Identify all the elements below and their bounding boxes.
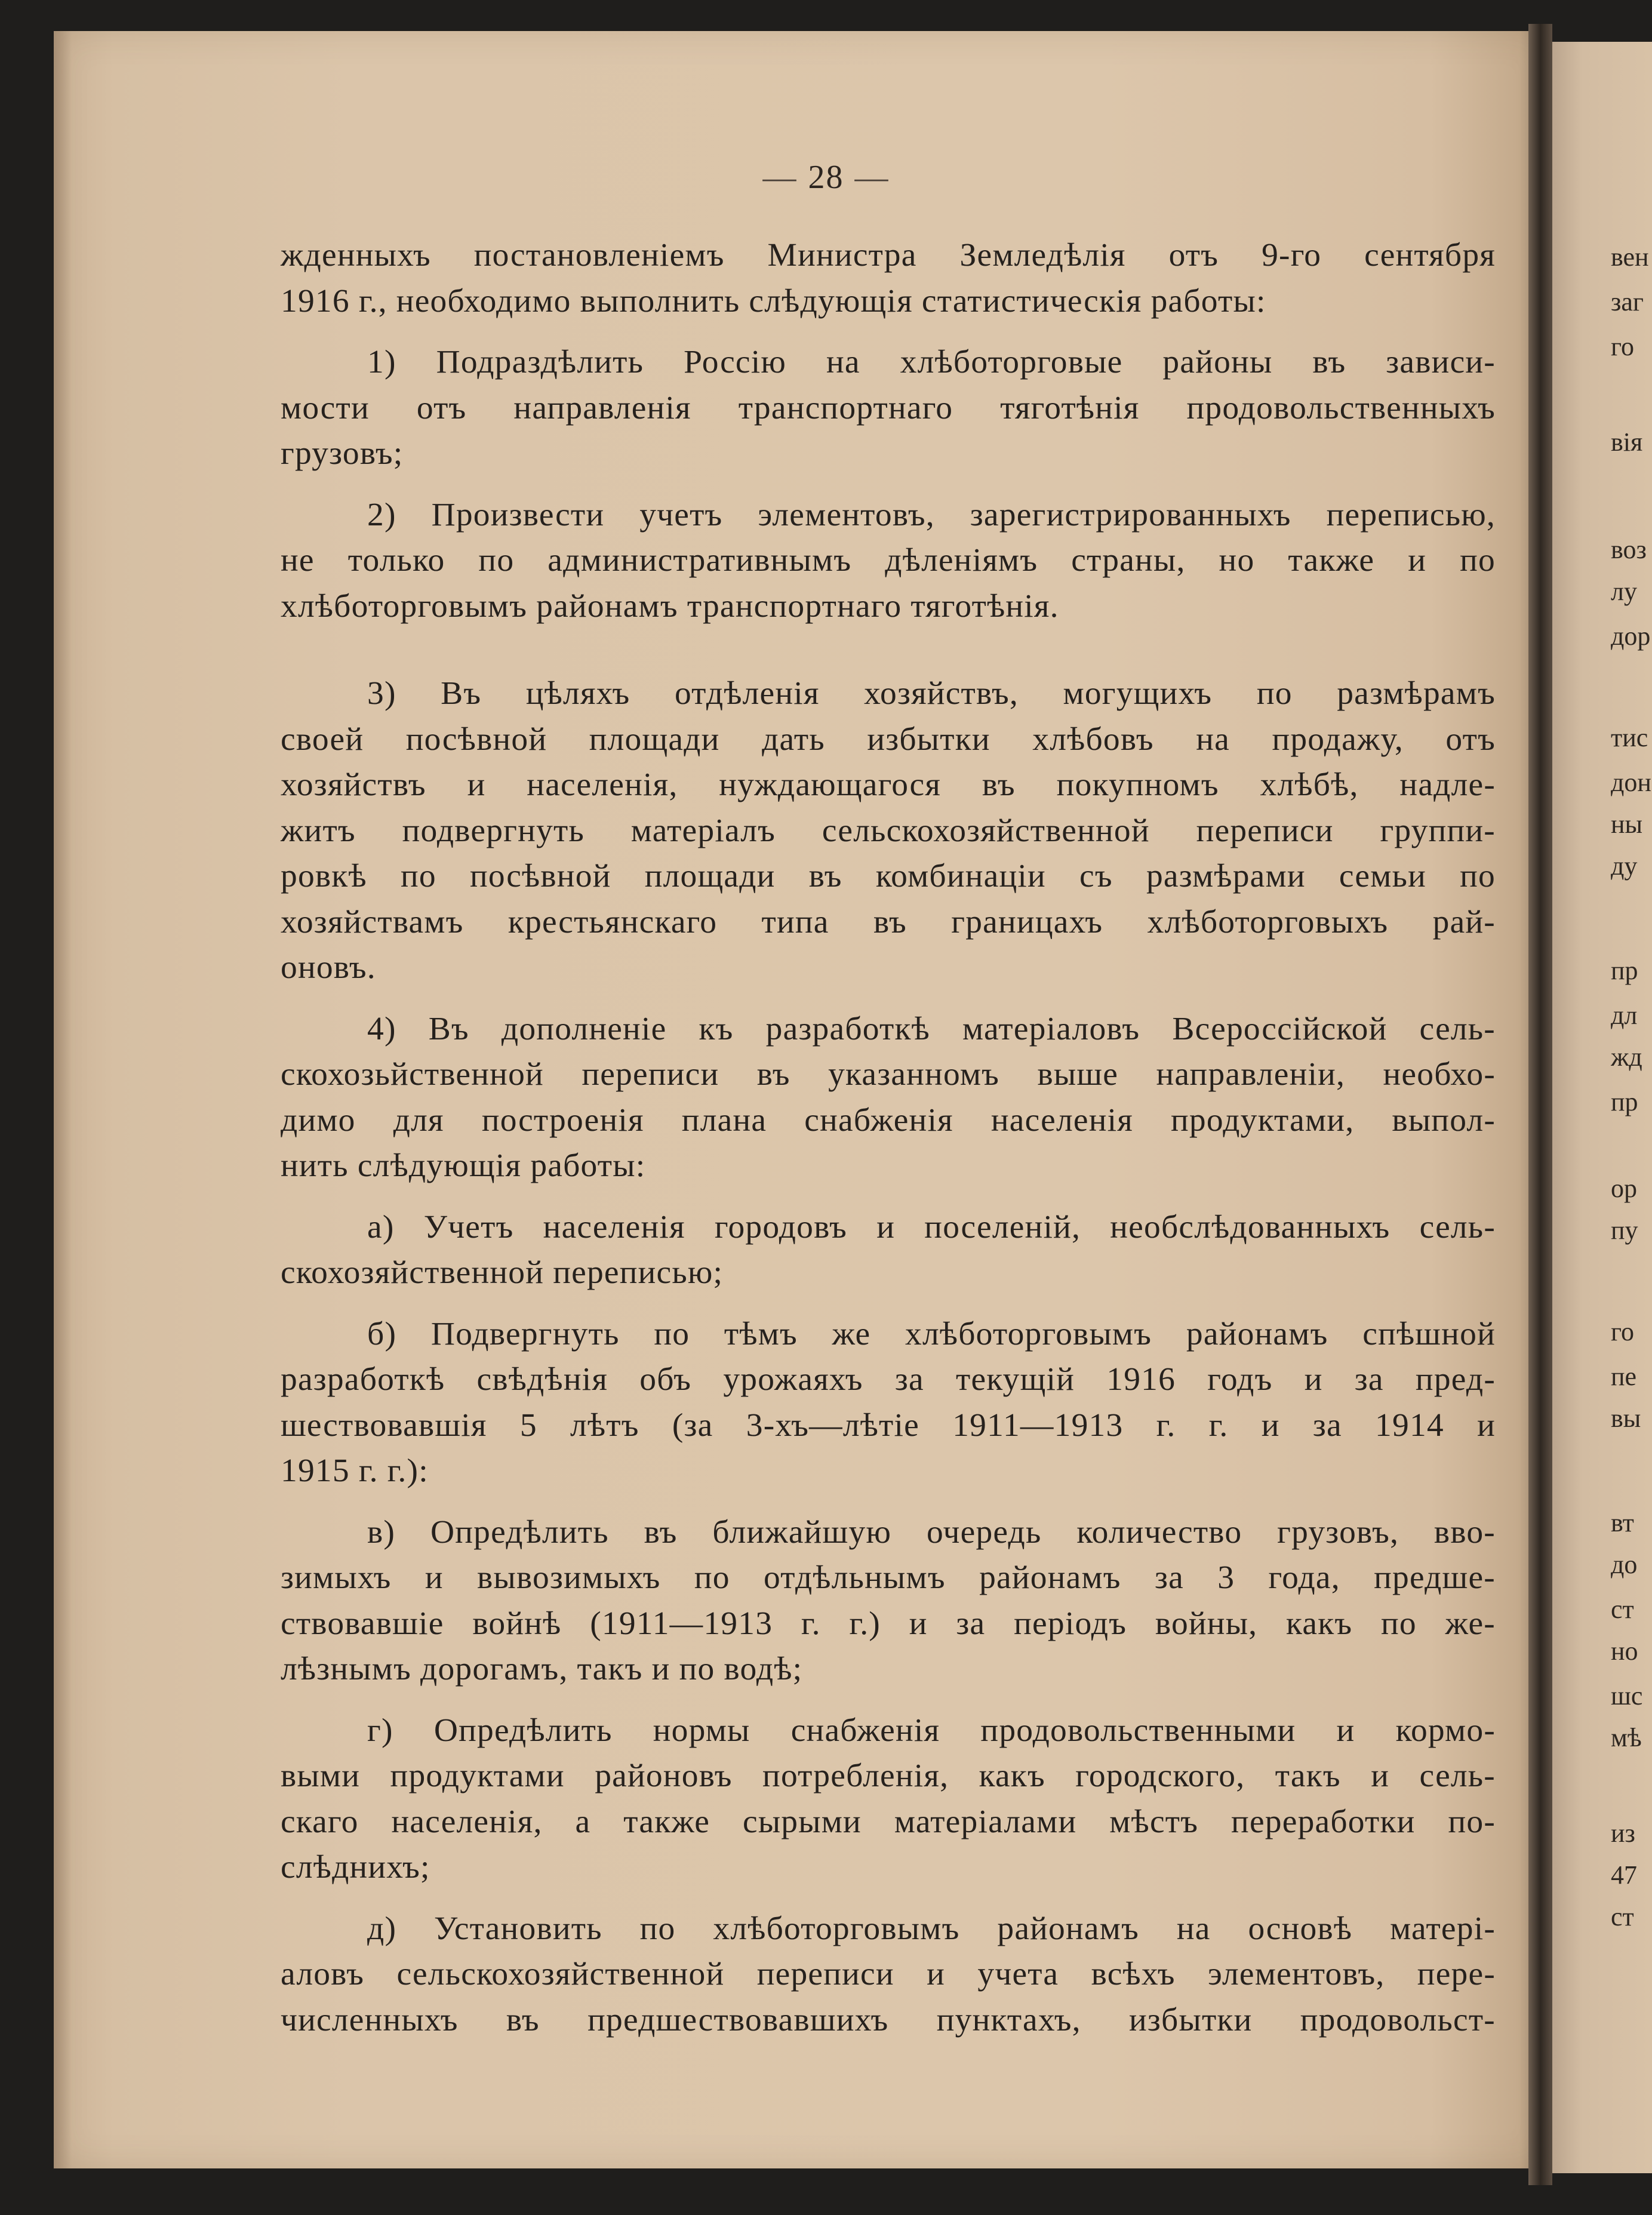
fragment: воз: [1611, 535, 1647, 564]
text-line: а) Учетъ населенія городовъ и поселеній, необслѣдованныхъ сель-: [367, 1208, 1496, 1245]
text-line: скохозяйственной переписью;: [281, 1254, 724, 1291]
text-line: оновъ.: [281, 949, 376, 986]
book-gutter: [1528, 24, 1552, 2185]
fragment: но: [1611, 1636, 1638, 1666]
fragment: ст: [1611, 1902, 1634, 1931]
text-line: димо для построенія плана снабженія населенія продуктами, выпол-: [281, 1102, 1496, 1139]
fragment: вія: [1611, 427, 1643, 457]
fragment: заг: [1611, 287, 1644, 316]
fragment: ны: [1611, 810, 1643, 839]
fragment: ст: [1611, 1595, 1634, 1624]
text-line: разработкѣ свѣдѣнія объ урожаяхъ за текущій 1916 годъ и за пред-: [281, 1361, 1496, 1398]
text-line: скаго населенія, а также сырыми матеріалами мѣстъ переработки по-: [281, 1803, 1496, 1840]
text-line: в) Опредѣлить въ ближайшую очередь количество грузовъ, вво-: [367, 1513, 1496, 1550]
text-line: г) Опредѣлить нормы снабженія продовольственными и кормо-: [367, 1712, 1496, 1749]
text-line: зимыхъ и вывозимыхъ по отдѣльнымъ районамъ за 3 года, предше-: [281, 1559, 1496, 1596]
page-edge-shadow: [54, 31, 72, 2168]
next-page-text-fragments: [1611, 0, 1652, 2215]
fragment: из: [1611, 1819, 1635, 1848]
fragment: жд: [1611, 1042, 1642, 1072]
page-body-text: [281, 233, 1496, 2043]
text-line: д) Установить по хлѣботорговымъ районамъ на основѣ матері-: [367, 1910, 1496, 1947]
text-line: 1) Подраздѣлить Россію на хлѣботорговые районы въ зависи-: [367, 344, 1496, 380]
text-line: не только по административнымъ дѣленіямъ страны, но также и по: [281, 542, 1496, 579]
text-line: грузовъ;: [281, 435, 404, 472]
text-line: численныхъ въ предшествовавшихъ пунктахъ, избытки продовольст-: [281, 2001, 1496, 2038]
fragment: лу: [1611, 577, 1637, 606]
fragment: вы: [1611, 1404, 1641, 1433]
text-line: 3) Въ цѣляхъ отдѣленія хозяйствъ, могущихъ по размѣрамъ: [367, 675, 1496, 712]
fragment: пр: [1611, 956, 1638, 985]
text-line: нить слѣдующія работы:: [281, 1148, 646, 1184]
text-line: житъ подвергнуть матеріалъ сельскохозяйственной переписи группи-: [281, 812, 1496, 849]
text-line: шествовавшія 5 лѣтъ (за 3-хъ—лѣтіе 1911—1913 г. г. и за 1914 и: [281, 1407, 1496, 1444]
text-line: скохозьйственной переписи въ указанномъ выше направленіи, необхо-: [281, 1056, 1496, 1093]
fragment: до: [1611, 1550, 1638, 1579]
page-number-dash-left: —: [762, 159, 798, 196]
fragment: 47: [1611, 1860, 1637, 1890]
fragment: дон: [1611, 768, 1651, 797]
fragment: вт: [1611, 1508, 1634, 1537]
text-line: 4) Въ дополненіе къ разработкѣ матеріаловъ Всероссійской сель-: [367, 1010, 1496, 1047]
page-number-dash-right: —: [854, 159, 890, 196]
text-line: хлѣботорговымъ районамъ транспортнаго тяготѣнія.: [281, 587, 1059, 624]
fragment: го: [1611, 1317, 1634, 1346]
page-number: [0, 158, 1652, 196]
fragment: дл: [1611, 1001, 1638, 1030]
fragment: тис: [1611, 723, 1648, 752]
text-line: 2) Произвести учетъ элементовъ, зарегистрированныхъ переписью,: [367, 496, 1496, 533]
fragment: вен: [1611, 242, 1649, 272]
text-line: 1916 г., необходимо выполнить слѣдующія статистическія работы:: [281, 282, 1266, 319]
text-line: ствовавшіе войнѣ (1911—1913 г. г.) и за періодъ войны, какъ по же-: [281, 1605, 1496, 1642]
fragment: пр: [1611, 1087, 1638, 1116]
fragment: го: [1611, 332, 1634, 361]
page-number-value: 28: [808, 159, 844, 196]
fragment: мѣ: [1611, 1723, 1642, 1752]
text-line: выми продуктами районовъ потребленія, какъ городского, такъ и сель-: [281, 1758, 1496, 1794]
text-line: 1915 г. г.):: [281, 1453, 429, 1489]
text-line: хозяйствамъ крестьянскаго типа въ границахъ хлѣботорговыхъ рай-: [281, 903, 1496, 940]
text-line: мости отъ направленія транспортнаго тяготѣнія продовольственныхъ: [281, 389, 1496, 426]
fragment: ор: [1611, 1174, 1637, 1203]
text-line: ровкѣ по посѣвной площади въ комбинаціи съ размѣрами семьи по: [281, 858, 1496, 894]
fragment: дор: [1611, 622, 1651, 651]
fragment: пу: [1611, 1216, 1638, 1245]
fragment: шс: [1611, 1681, 1643, 1711]
text-line: хозяйствъ и населенія, нуждающагося въ покупномъ хлѣбѣ, надле-: [281, 767, 1496, 803]
text-line: жденныхъ постановленіемъ Министра Земледѣлія отъ 9-го сентября: [281, 237, 1496, 273]
text-line: лѣзнымъ дорогамъ, такъ и по водѣ;: [281, 1651, 803, 1687]
fragment: пе: [1611, 1362, 1637, 1391]
fragment: ду: [1611, 851, 1638, 881]
text-line: аловъ сельскохозяйственной переписи и учета всѣхъ элементовъ, пере-: [281, 1956, 1496, 1992]
text-line: б) Подвергнуть по тѣмъ же хлѣботорговымъ районамъ спѣшной: [367, 1315, 1496, 1352]
text-line: слѣднихъ;: [281, 1849, 430, 1885]
text-line: своей посѣвной площади дать избытки хлѣбовъ на продажу, отъ: [281, 721, 1496, 758]
